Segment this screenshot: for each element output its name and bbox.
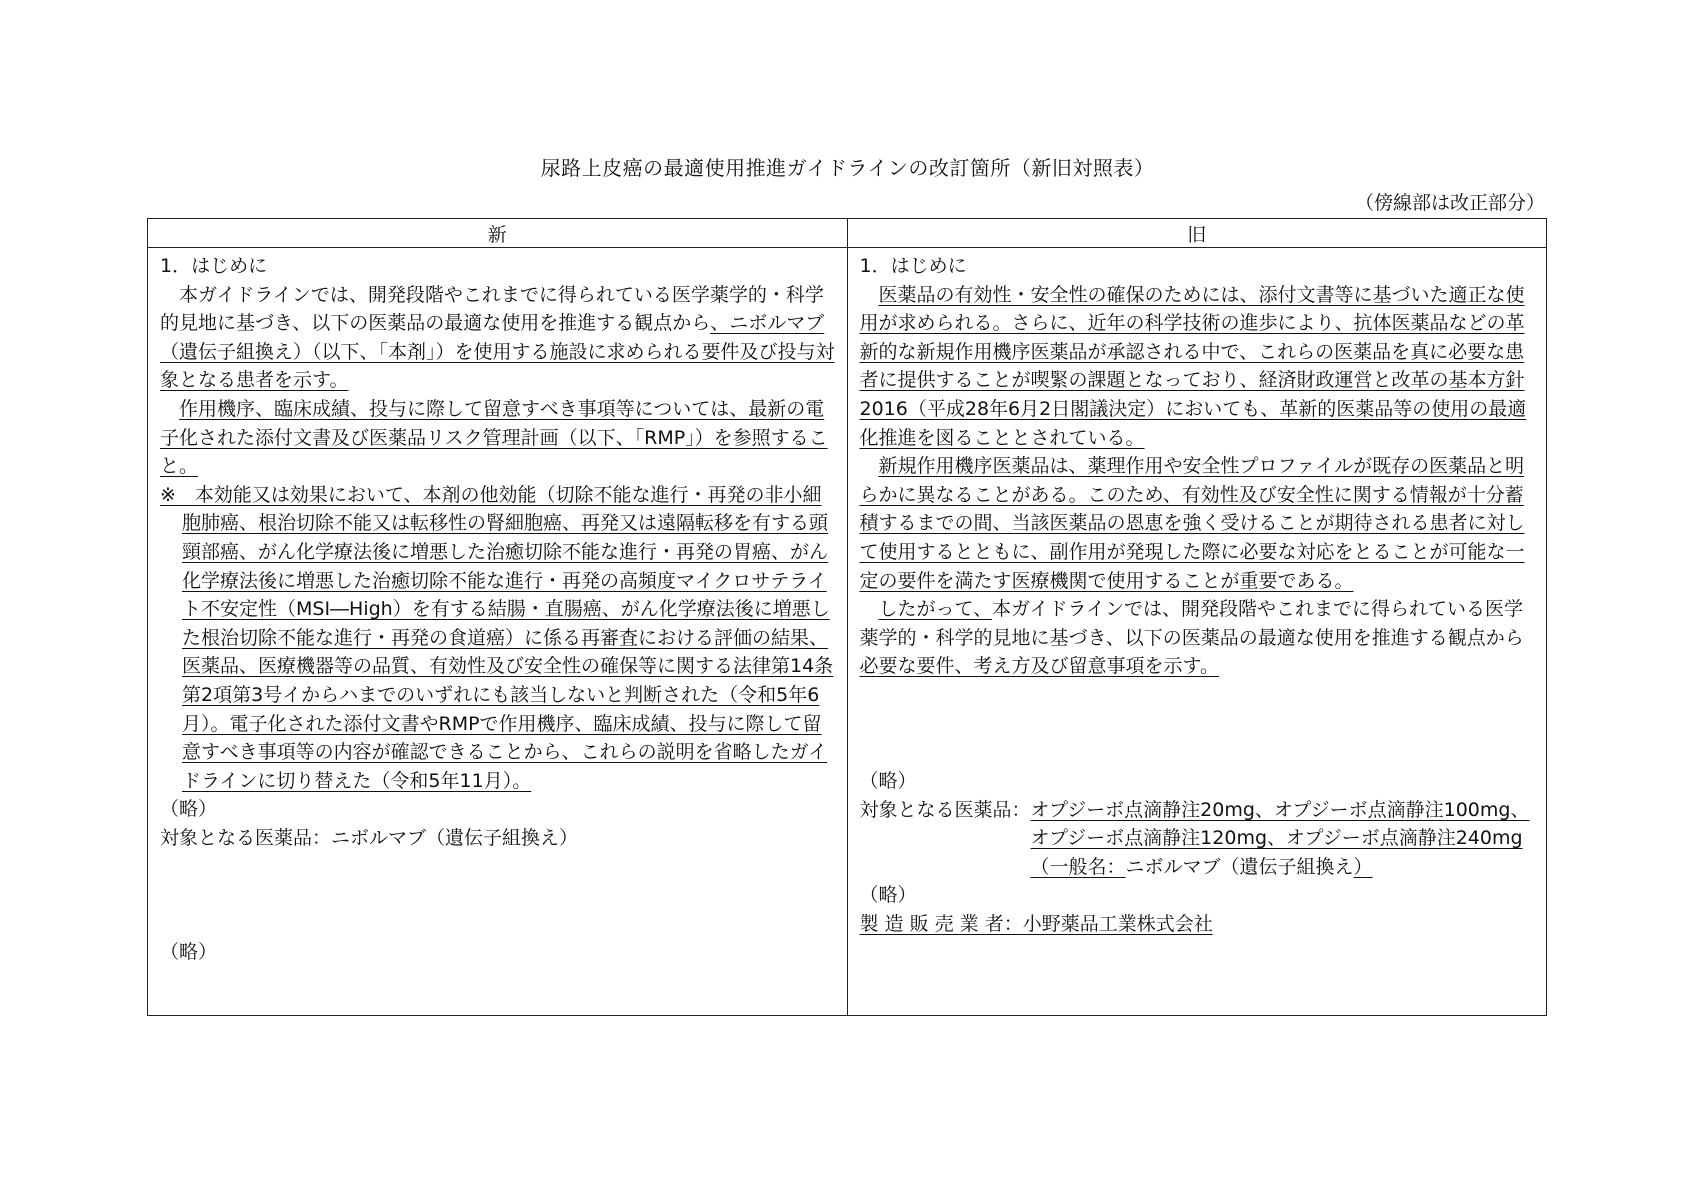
old-para1-revised: 医薬品の有効性・安全性の確保のためには、添付文書等に基づいた適正な使用が求められる。さらに、近年の科学技術の進歩により、抗体医薬品などの革新的な新規作用機序医薬品が承認される中で、これらの医薬品を真に必要な患者に提供することが喫緊の課題となっており、経済財政運営と改革の基本方針2016（平成28年6月2日閣議決定）においても、革新的医薬品等の使用の最適化推進を図ることとされている。	[859, 283, 1527, 449]
old-drug-value	[1031, 796, 1536, 882]
new-omitted-2: （略）	[160, 941, 218, 964]
new-note-mark: ※	[160, 483, 195, 506]
old-omitted-2: （略）	[859, 884, 917, 907]
old-heading: 1．はじめに	[859, 255, 967, 277]
new-para2-revised: 作用機序、臨床成績、投与に際して留意すべき事項等については、最新の電子化された添付文書及び医薬品リスク管理計画（以下、「RMP」）を参照すること。	[160, 397, 828, 478]
old-paragraph-2	[860, 452, 1537, 595]
old-maker-value: 小野薬品工業株式会社	[1022, 912, 1213, 935]
old-omitted-1: （略）	[859, 769, 917, 792]
new-revision-note	[160, 481, 837, 796]
old-paragraph-1	[860, 281, 1537, 453]
old-drug-value-revised: オプジーボ点滴静注20mg、オプジーボ点滴静注100mg、オプジーボ点滴静注120mg、オプジーボ点滴静注240mg（一般名：	[1030, 798, 1530, 878]
old-para3-revised-2: 必要な要件、考え方及び留意事項を示す。	[859, 655, 1219, 678]
old-drug-value-end: ）	[1353, 855, 1373, 878]
column-header-new: 新	[148, 219, 848, 248]
new-paragraph-1	[160, 281, 837, 395]
old-column-cell	[847, 248, 1547, 1016]
underline-note: （傍線部は改正部分）	[1354, 192, 1545, 214]
new-paragraph-2	[160, 395, 837, 481]
old-paragraph-3	[860, 595, 1537, 681]
old-target-drug	[860, 796, 1537, 882]
new-heading: 1．はじめに	[160, 255, 268, 277]
page-title: 尿路上皮癌の最適使用推進ガイドラインの改訂箇所（新旧対照表）	[540, 156, 1155, 180]
old-drug-generic: ニボルマブ（遺伝子組換え	[1125, 855, 1354, 878]
column-header-old: 旧	[847, 219, 1547, 248]
new-para1-text: 本ガイドラインでは、開発段階やこれまでに得られている医学薬学的・科学的見地に基づき、以下の医薬品の最適な使用を推進する観点から	[160, 283, 824, 335]
new-omitted-1: （略）	[160, 798, 218, 821]
new-column-cell	[148, 248, 848, 1016]
new-para1-revised: 、ニボルマブ（遺伝子組換え）（以下、「本剤」）を使用する施設に求められる要件及び投与対象となる患者を示す。	[160, 312, 835, 392]
new-note-text: 本効能又は効果において、本剤の他効能（切除不能な進行・再発の非小細胞肺癌、根治切除不能又は転移性の腎細胞癌、再発又は遠隔転移を有する頭頸部癌、がん化学療法後に増悪した治癒切除不能な進行・再発の胃癌、がん化学療法後に増悪した治癒切除不能な進行・再発の高頻度マイクロサテライト不安定性（MSI―High）を有する結腸・直腸癌、がん化学療法後に増悪した根治切除不能な進行・再発の食道癌）に係る再審査における評価の結果、医薬品、医療機器等の品質、有効性及び安全性の確保等に関する法律第14条第2項第3号イからハまでのいずれにも該当しないと判断された（令和5年6月）。電子化された添付文書やRMPで作用機序、臨床成績、投与に際して留意すべき事項等の内容が確認できることから、これらの説明を省略したガイドラインに切り替えた（令和5年11月）。	[182, 483, 834, 792]
new-drug-label: 対象となる医薬品：	[160, 826, 332, 849]
new-target-drug	[160, 824, 837, 853]
old-para3-text: 本ガイドラインでは、開発段階やこれまでに得られている医学薬学的・科学的見地に基づき、以下の医薬品の最適な使用を推進する観点から	[859, 598, 1524, 649]
old-drug-label: 対象となる医薬品：	[859, 798, 1031, 821]
new-drug-value: ニボルマブ（遺伝子組換え）	[331, 826, 579, 849]
comparison-table	[147, 218, 1547, 1016]
old-para2-revised: 新規作用機序医薬品は、薬理作用や安全性プロファイルが既存の医薬品と明らかに異なることがある。このため、有効性及び安全性に関する情報が十分蓄積するまでの間、当該医薬品の恩恵を強く受けることが期待される患者に対して使用するとともに、副作用が発現した際に必要な対応をとることが可能な一定の要件を満たす医療機関で使用することが重要である。	[859, 455, 1525, 592]
old-manufacturer	[860, 910, 1537, 939]
old-maker-label: 製 造 販 売 業 者：	[859, 912, 1023, 935]
old-para3-revised-1: したがって、	[878, 598, 993, 621]
